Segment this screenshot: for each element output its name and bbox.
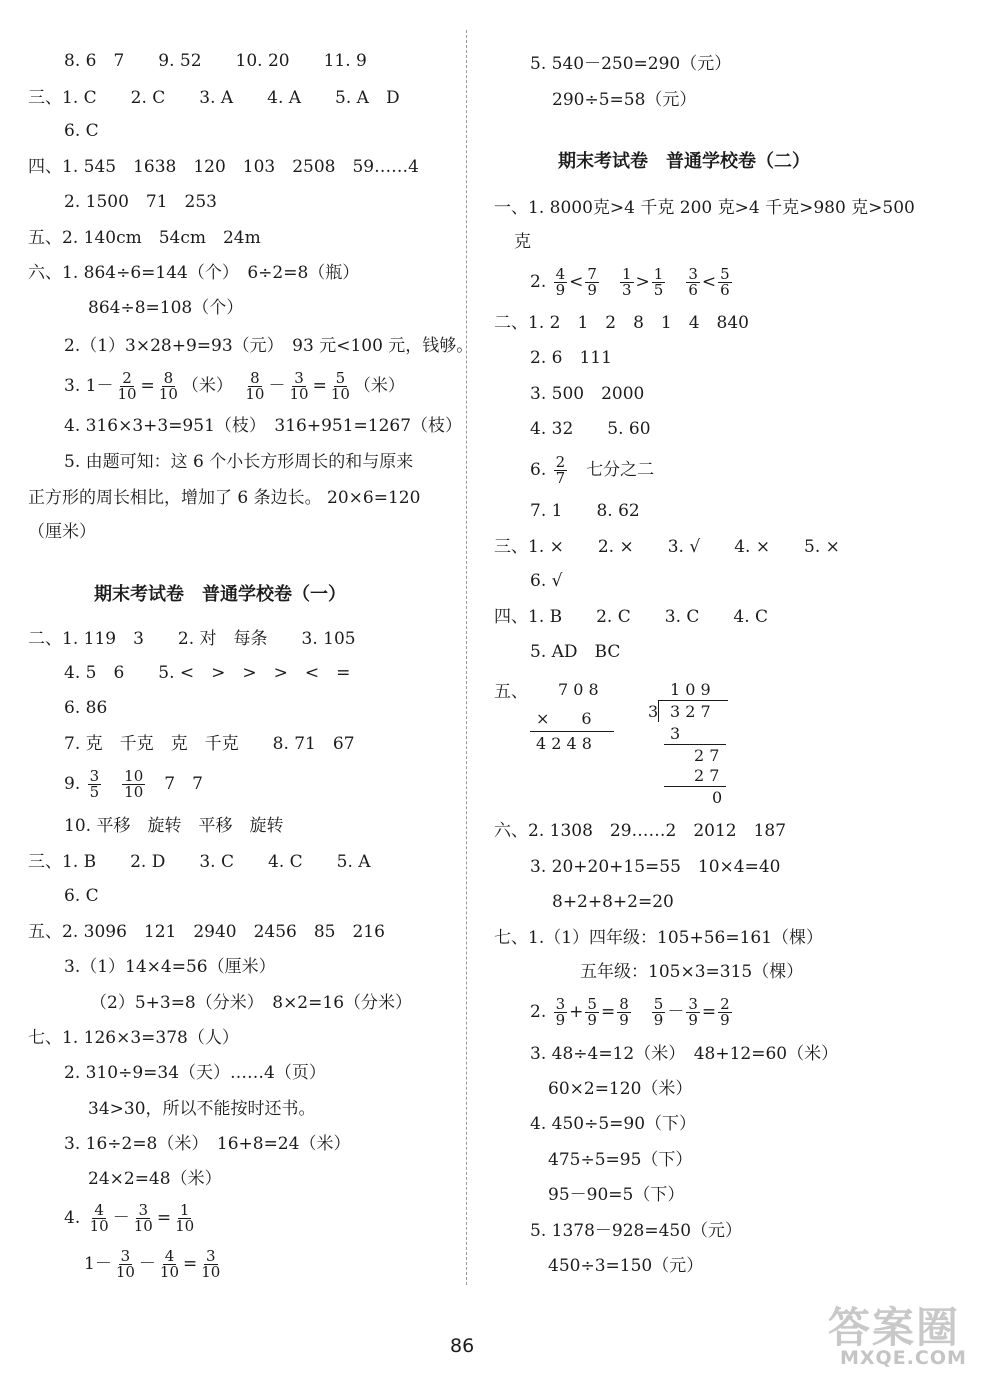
answer-line: 2.（1）3×28+9=93（元） 93 元<100 元，钱够。 [64,336,474,356]
answer-line: 六、1. 864÷6=144（个） 6÷2=8（瓶） [28,263,360,283]
fraction: $\frac{5}{9}$ [653,995,664,1029]
answer-line: 正方形的周长相比，增加了 6 条边长。 20×6=120 [28,488,421,508]
fraction: $\frac{1}{3}$ [621,265,632,299]
fraction: $\frac{1}{10}$ [175,1201,195,1235]
answer-line-fractions: 2. $\frac{4}{9}$ < $\frac{7}{9}$ $\frac{1}{3}$ > $\frac{1}{5}$ $\frac{3}{6}$ < $\frac{5}{6}$ [530,265,730,299]
answer-line: 四、1. B 2. C 3. C 4. C [494,607,769,627]
fraction: $\frac{3}{10}$ [289,369,309,403]
division-bracket-top [658,700,728,701]
fraction: $\frac{5}{10}$ [330,369,350,403]
answer-line: 六、2. 1308 29……2 2012 187 [494,821,787,841]
fraction: $\frac{3}{9}$ [555,995,566,1029]
fraction: $\frac{3}{9}$ [688,995,698,1029]
answer-line: 3. 48÷4=12（米） 48+12=60（米） [530,1044,839,1064]
calc-underline [530,731,614,732]
column-divider [466,30,467,1285]
answer-line: 五、2. 3096 121 2940 2456 85 216 [28,922,385,942]
answer-line: 4. 5 6 5. < > > > < = [64,663,351,683]
page-number: 86 [450,1335,475,1357]
answer-line: 864÷8=108（个） [88,298,244,318]
answer-line: 七、1. 126×3=378（人） [28,1028,239,1048]
fraction: $\frac{4}{9}$ [555,265,566,299]
answer-line: 五、2. 140cm 54cm 24m [28,228,261,248]
calc-underline [664,744,726,745]
multiplication-calculation: 7 0 8 × 6 4 2 4 8 [530,678,630,758]
answer-line: 5. 由题可知：这 6 个小长方形周长的和与原来 [64,452,414,472]
answer-line: 34>30，所以不能按时还书。 [88,1099,316,1119]
answer-line: 95－90=5（下） [548,1185,685,1205]
answer-line: 5. 1378－928=450（元） [530,1221,743,1241]
answer-line: 3. 16÷2=8（米） 16+8=24（米） [64,1134,351,1154]
fraction: $\frac{8}{9}$ [619,995,629,1029]
answer-line: 5. 540－250=290（元） [530,54,732,74]
division-bracket-side [658,700,659,722]
answer-line: 3. 500 2000 [530,384,645,404]
fraction: $\frac{3}{10}$ [115,1247,135,1281]
watermark-url: MXQE.COM [840,1347,967,1369]
fraction: $\frac{3}{10}$ [201,1247,221,1281]
answer-line: 一、1. 8000克>4 千克 200 克>4 千克>980 克>500 [494,198,915,218]
fraction: $\frac{3}{10}$ [133,1201,153,1235]
answer-line: 2. 1500 71 253 [64,192,217,212]
answer-line-fractions: 9. $\frac{3}{5}$ $\frac{10}{10}$ 7 7 [64,767,203,801]
answer-line: 3. 20+20+15=55 10×4=40 [530,857,781,877]
watermark-text: 答案圈 [828,1303,961,1352]
answer-line: 三、1. × 2. × 3. √ 4. × 5. × [494,537,840,557]
answer-line: 450÷3=150（元） [548,1256,704,1276]
answer-line: 24×2=48（米） [88,1169,222,1189]
fraction: $\frac{8}{10}$ [158,369,178,403]
section-label: 五、 [494,682,528,702]
fraction: $\frac{8}{10}$ [245,369,265,403]
answer-line: 4. 316×3+3=951（枝） 316+951=1267（枝） [64,416,463,436]
answer-line: 4. 450÷5=90（下） [530,1114,697,1134]
answer-line: 克 [514,232,531,252]
fraction: $\frac{10}{10}$ [124,767,144,801]
answer-line: 3.（1）14×4=56（厘米） [64,957,276,977]
answer-line: 4. 32 5. 60 [530,419,651,439]
answer-line-fractions: 1－ $\frac{3}{10}$ － $\frac{4}{10}$ = $\frac{3}{10}$ [84,1247,221,1281]
answer-line-fractions: 3. 1－ $\frac{2}{10}$ = $\frac{8}{10}$ （米） $\frac{8}{10}$ － $\frac{3}{10}$ = $\frac{5}{10}$ （米） [64,369,405,403]
answer-line: 60×2=120（米） [548,1079,693,1099]
answer-line: 三、1. C 2. C 3. A 4. A 5. A D [28,88,400,108]
answer-line: 6. C [64,886,99,906]
answer-line: 二、1. 2 1 2 8 1 4 840 [494,313,749,333]
fraction: $\frac{5}{9}$ [587,995,597,1029]
fraction: $\frac{1}{5}$ [653,265,664,299]
answer-line: 四、1. 545 1638 120 103 2508 59……4 [28,157,419,177]
fraction: $\frac{7}{9}$ [587,265,597,299]
answer-line: 8. 6 7 9. 52 10. 20 11. 9 [64,51,367,71]
section-title: 期末考试卷 普通学校卷（一） [94,584,346,605]
division-calculation: 1 0 9 3 3 2 7 3 2 7 2 7 0 [646,678,746,808]
answer-line: 2. 310÷9=34（天）……4（页） [64,1063,326,1083]
answer-line: （厘米） [28,522,96,542]
answer-line: 10. 平移 旋转 平移 旋转 [64,816,284,836]
fraction: $\frac{3}{6}$ [688,265,698,299]
answer-line: 6. √ [530,571,563,591]
answer-line: 5. AD BC [530,642,621,662]
answer-line-fractions: 6. $\frac{2}{7}$ 七分之二 [530,453,655,487]
answer-line: 8+2+8+2=20 [552,892,674,912]
watermark-logo [828,1295,988,1380]
answer-line-fractions: 4. $\frac{4}{10}$ － $\frac{3}{10}$ = $\frac{1}{10}$ [64,1201,195,1235]
answer-line: 7. 1 8. 62 [530,501,640,521]
answer-line: 475÷5=95（下） [548,1150,693,1170]
answer-line: 五年级：105×3=315（棵） [580,962,804,982]
answer-line: 二、1. 119 3 2. 对 每条 3. 105 [28,629,356,649]
answer-line-fractions: 2. $\frac{3}{9}$ + $\frac{5}{9}$ = $\frac{8}{9}$ $\frac{5}{9}$ － $\frac{3}{9}$ = $\frac{2}{9}$ [530,995,730,1029]
answer-line: 7. 克 千克 克 千克 8. 71 67 [64,734,355,754]
fraction: $\frac{2}{9}$ [720,995,730,1029]
answer-line: 2. 6 111 [530,348,612,368]
fraction: $\frac{4}{10}$ [159,1247,180,1281]
answer-line: 6. 86 [64,698,108,718]
fraction: $\frac{5}{6}$ [720,265,730,299]
fraction: $\frac{3}{5}$ [89,767,100,801]
section-title: 期末考试卷 普通学校卷（二） [558,151,810,172]
fraction: $\frac{4}{10}$ [89,1201,109,1235]
fraction: $\frac{2}{10}$ [117,369,137,403]
fraction: $\frac{2}{7}$ [555,453,566,487]
answer-line: （2）5+3=8（分米） 8×2=16（分米） [90,993,413,1013]
answer-line: 七、1.（1）四年级：105+56=161（棵） [494,928,824,948]
answer-line: 290÷5=58（元） [552,90,697,110]
answer-line: 三、1. B 2. D 3. C 4. C 5. A [28,852,371,872]
answer-line: 6. C [64,121,99,141]
calc-underline [664,786,726,787]
